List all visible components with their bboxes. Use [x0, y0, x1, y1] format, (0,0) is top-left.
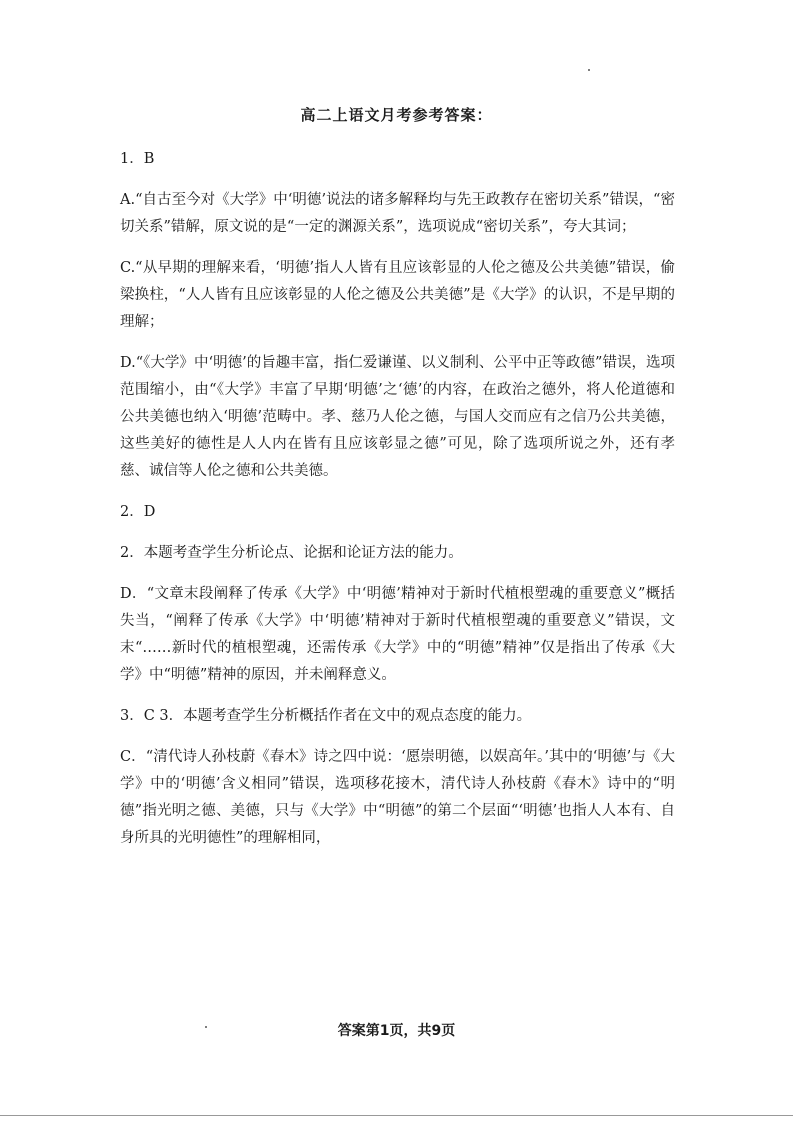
answer-number-3: 3．C 3．本题考查学生分析概括作者在文中的观点态度的能力。 — [120, 708, 532, 724]
answer-content — [120, 146, 675, 866]
question-2-focus: 2．本题考查学生分析论点、论据和论证方法的能力。 — [120, 545, 463, 561]
speck-mark — [588, 69, 590, 71]
option-c-explanation: C.“从早期的理解来看，‘明德’指人人皆有且应该彰显的人伦之德及公共美德”错误，偷梁换柱，“人人皆有且应该彰显的人伦之德及公共美德”是《大学》的认识，不是早期的理解； — [120, 260, 675, 330]
question-2-option-d: D．“文章末段阐释了传承《大学》中‘明德’精神对于新时代植根塑魂的重要意义”概括失当，“阐释了传承《大学》中‘明德’精神对于新时代植根塑魂的重要意义”错误，文末“……新时代的植根塑魂，还需传承《大学》中的“明德”精神”仅是指出了传承《大学》中“明德”精神的原因，并未阐释意义。 — [120, 586, 675, 683]
option-a-explanation: A.“自古至今对《大学》中‘明德’说法的诸多解释均与先王政教存在密切关系”错误，“密切关系”错解，原文说的是“一定的渊源关系”，选项说成“密切关系”，夸大其词； — [120, 192, 675, 235]
answer-number-2: 2．D — [120, 504, 156, 520]
document-title: 高二上语文月考参考答案： — [300, 106, 493, 124]
page-footer: 答案第1页，共9页 — [337, 1023, 456, 1039]
question-3-option-c: C．“清代诗人孙枝蔚《春木》诗之四中说：‘愿崇明德，以娱高年。’其中的‘明德’与《大学》中的‘明德’含义相同”错误，选项移花接木，清代诗人孙枝蔚《春木》诗中的“明德”指光明之德、美德，只与《大学》中“明德”的第二个层面“‘明德’也指人人本有、自身所具的光明德性”的理解相同， — [120, 749, 675, 846]
option-d-explanation: D.“《大学》中‘明德’的旨趣丰富，指仁爱谦谨、以义制利、公平中正等政德”错误，选项范围缩小，由“《大学》丰富了早期‘明德’之‘德’的内容，在政治之德外，将人伦道德和公共美德也纳入‘明德’范畴中。孝、慈乃人伦之德，与国人交而应有之信乃公共美德，这些美好的德性是人人内在皆有且应该彰显之德”可见，除了选项所说之外，还有孝慈、诚信等人伦之德和公共美德。 — [120, 355, 675, 479]
answer-number-1: 1．B — [120, 151, 155, 167]
page-bottom-edge — [0, 1115, 793, 1116]
